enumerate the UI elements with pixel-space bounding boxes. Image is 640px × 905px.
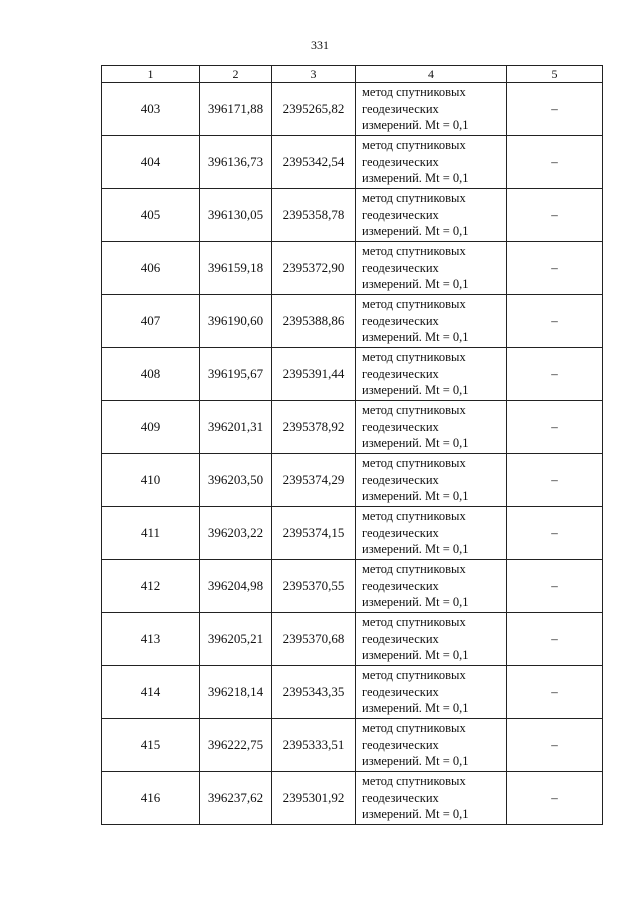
method-line: измерений. Mt = 0,1 (362, 277, 469, 292)
method-cell (356, 454, 507, 507)
method-line: геодезических (362, 101, 439, 116)
method-line: метод спутниковых (362, 721, 466, 736)
point-number-cell: 405 (102, 189, 200, 242)
method-line: геодезических (362, 207, 439, 222)
method-line: измерений. Mt = 0,1 (362, 436, 469, 451)
method-line: геодезических (362, 631, 439, 646)
method-cell (356, 83, 507, 136)
method-cell (356, 613, 507, 666)
table-row (102, 613, 603, 666)
method-line: измерений. Mt = 0,1 (362, 754, 469, 769)
method-line: измерений. Mt = 0,1 (362, 489, 469, 504)
y-coordinate-cell: 2395374,29 (272, 454, 356, 507)
table-row (102, 454, 603, 507)
note-cell: – (507, 189, 603, 242)
column-header-3: 3 (272, 66, 356, 83)
method-line: метод спутниковых (362, 350, 466, 365)
method-line: геодезических (362, 525, 439, 540)
method-cell (356, 189, 507, 242)
method-cell (356, 136, 507, 189)
table-row (102, 719, 603, 772)
point-number-cell: 409 (102, 401, 200, 454)
method-cell (356, 560, 507, 613)
method-cell (356, 295, 507, 348)
note-cell: – (507, 83, 603, 136)
table-row (102, 772, 603, 825)
x-coordinate-cell: 396136,73 (200, 136, 272, 189)
page-number: 331 (311, 38, 329, 52)
method-line: измерений. Mt = 0,1 (362, 701, 469, 716)
table-row (102, 136, 603, 189)
point-number-cell: 410 (102, 454, 200, 507)
x-coordinate-cell: 396203,22 (200, 507, 272, 560)
method-line: измерений. Mt = 0,1 (362, 383, 469, 398)
y-coordinate-cell: 2395378,92 (272, 401, 356, 454)
y-coordinate-cell: 2395301,92 (272, 772, 356, 825)
note-cell: – (507, 613, 603, 666)
y-coordinate-cell: 2395342,54 (272, 136, 356, 189)
x-coordinate-cell: 396130,05 (200, 189, 272, 242)
method-line: измерений. Mt = 0,1 (362, 118, 469, 133)
note-cell: – (507, 772, 603, 825)
method-line: измерений. Mt = 0,1 (362, 542, 469, 557)
method-line: метод спутниковых (362, 85, 466, 100)
method-line: геодезических (362, 737, 439, 752)
y-coordinate-cell: 2395374,15 (272, 507, 356, 560)
table-row (102, 401, 603, 454)
method-cell (356, 507, 507, 560)
point-number-cell: 413 (102, 613, 200, 666)
point-number-cell: 411 (102, 507, 200, 560)
note-cell: – (507, 136, 603, 189)
x-coordinate-cell: 396201,31 (200, 401, 272, 454)
method-cell (356, 348, 507, 401)
method-line: метод спутниковых (362, 191, 466, 206)
method-line: геодезических (362, 313, 439, 328)
y-coordinate-cell: 2395370,68 (272, 613, 356, 666)
method-line: измерений. Mt = 0,1 (362, 224, 469, 239)
method-line: геодезических (362, 790, 439, 805)
column-header-2: 2 (200, 66, 272, 83)
y-coordinate-cell: 2395370,55 (272, 560, 356, 613)
method-line: метод спутниковых (362, 456, 466, 471)
method-line: геодезических (362, 578, 439, 593)
method-line: измерений. Mt = 0,1 (362, 648, 469, 663)
method-line: геодезических (362, 684, 439, 699)
table-row (102, 242, 603, 295)
x-coordinate-cell: 396203,50 (200, 454, 272, 507)
point-number-cell: 403 (102, 83, 200, 136)
note-cell: – (507, 242, 603, 295)
method-cell (356, 719, 507, 772)
point-number-cell: 412 (102, 560, 200, 613)
column-header-1: 1 (102, 66, 200, 83)
method-line: метод спутниковых (362, 244, 466, 259)
x-coordinate-cell: 396222,75 (200, 719, 272, 772)
method-line: метод спутниковых (362, 668, 466, 683)
table-row (102, 348, 603, 401)
table-row (102, 560, 603, 613)
column-header-5: 5 (507, 66, 603, 83)
point-number-cell: 408 (102, 348, 200, 401)
table-header-row (102, 66, 603, 83)
x-coordinate-cell: 396171,88 (200, 83, 272, 136)
note-cell: – (507, 560, 603, 613)
y-coordinate-cell: 2395372,90 (272, 242, 356, 295)
method-line: измерений. Mt = 0,1 (362, 171, 469, 186)
point-number-cell: 404 (102, 136, 200, 189)
coordinates-table (101, 65, 603, 825)
table-body (102, 83, 603, 825)
point-number-cell: 416 (102, 772, 200, 825)
y-coordinate-cell: 2395343,35 (272, 666, 356, 719)
method-line: измерений. Mt = 0,1 (362, 595, 469, 610)
method-line: метод спутниковых (362, 403, 466, 418)
x-coordinate-cell: 396195,67 (200, 348, 272, 401)
x-coordinate-cell: 396205,21 (200, 613, 272, 666)
method-line: измерений. Mt = 0,1 (362, 807, 469, 822)
method-line: измерений. Mt = 0,1 (362, 330, 469, 345)
method-line: метод спутниковых (362, 297, 466, 312)
x-coordinate-cell: 396190,60 (200, 295, 272, 348)
method-line: геодезических (362, 260, 439, 275)
method-line: метод спутниковых (362, 509, 466, 524)
note-cell: – (507, 507, 603, 560)
point-number-cell: 407 (102, 295, 200, 348)
point-number-cell: 414 (102, 666, 200, 719)
x-coordinate-cell: 396159,18 (200, 242, 272, 295)
table-row (102, 295, 603, 348)
point-number-cell: 415 (102, 719, 200, 772)
y-coordinate-cell: 2395265,82 (272, 83, 356, 136)
x-coordinate-cell: 396218,14 (200, 666, 272, 719)
method-line: метод спутниковых (362, 615, 466, 630)
method-cell (356, 401, 507, 454)
method-line: метод спутниковых (362, 138, 466, 153)
method-line: геодезических (362, 154, 439, 169)
method-line: геодезических (362, 419, 439, 434)
method-line: геодезических (362, 366, 439, 381)
method-cell (356, 666, 507, 719)
note-cell: – (507, 295, 603, 348)
note-cell: – (507, 666, 603, 719)
y-coordinate-cell: 2395333,51 (272, 719, 356, 772)
y-coordinate-cell: 2395358,78 (272, 189, 356, 242)
method-cell (356, 242, 507, 295)
point-number-cell: 406 (102, 242, 200, 295)
method-cell (356, 772, 507, 825)
method-line: геодезических (362, 472, 439, 487)
x-coordinate-cell: 396204,98 (200, 560, 272, 613)
table-row (102, 83, 603, 136)
y-coordinate-cell: 2395391,44 (272, 348, 356, 401)
method-line: метод спутниковых (362, 774, 466, 789)
x-coordinate-cell: 396237,62 (200, 772, 272, 825)
note-cell: – (507, 348, 603, 401)
note-cell: – (507, 719, 603, 772)
column-header-4: 4 (356, 66, 507, 83)
y-coordinate-cell: 2395388,86 (272, 295, 356, 348)
table-row (102, 189, 603, 242)
note-cell: – (507, 401, 603, 454)
note-cell: – (507, 454, 603, 507)
table-row (102, 507, 603, 560)
table-row (102, 666, 603, 719)
method-line: метод спутниковых (362, 562, 466, 577)
